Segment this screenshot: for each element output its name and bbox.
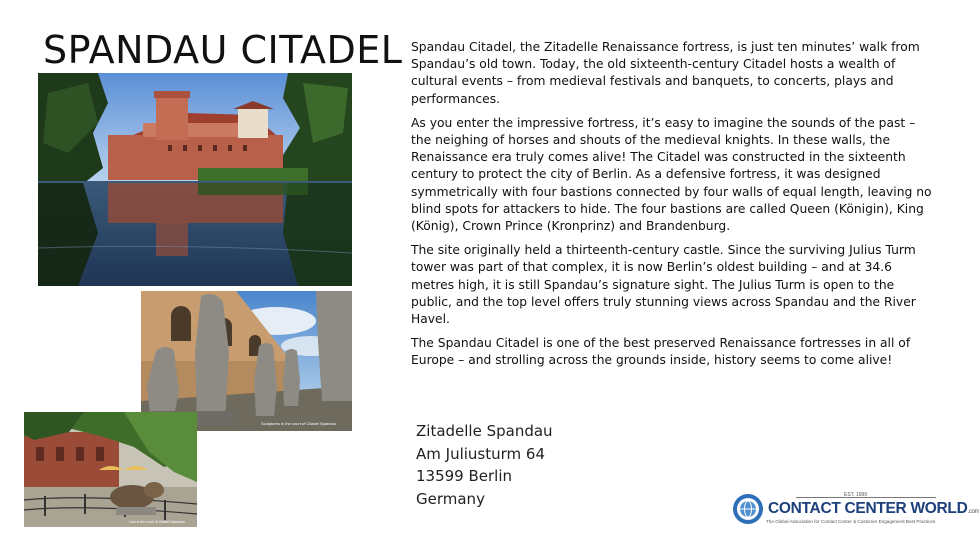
- citadel-lake-photo: [38, 73, 352, 286]
- address-block: [416, 420, 553, 510]
- garden-courtyard-photo: [24, 412, 197, 527]
- logo-wordmark: [768, 500, 979, 518]
- sculptures-caption: Sculptures in the court of Citadel Spandau: [261, 421, 336, 426]
- lion-caption: Lion in the court of Citadel Spandau: [129, 520, 185, 524]
- sculptures-courtyard-photo: [141, 291, 352, 431]
- paragraph-1: Spandau Citadel, the Zitadelle Renaissance fortress, is just ten minutes’ walk from Spandau’s old town. Today, the old sixteenth-century Citadel hosts a wealth of cultural events – from medieval festivals and banquets, to concerts, plays and performances.: [411, 40, 920, 106]
- paragraph-3: The site originally held a thirteenth-century castle. Since the surviving Julius Turm tower was part of that complex, it is now Berlin’s oldest building – and at 34.6 metres high, it is still Spandau’s signature sight. The Julius Turm is open to the public, and the top level offers truly stunning views across Spandau and the River Havel.: [411, 243, 916, 327]
- globe-icon: [732, 493, 764, 525]
- address-line-name: Zitadelle Spandau: [416, 422, 553, 440]
- logo-est: EST. 1999: [844, 492, 868, 498]
- logo-name: CONTACT CENTER WORLD: [768, 500, 968, 517]
- contact-center-world-logo: [732, 492, 979, 529]
- logo-tagline: The Global Association for Contact Center & Customer Engagement Best Practices: [766, 519, 936, 524]
- paragraph-4: The Spandau Citadel is one of the best preserved Renaissance fortresses in all of Europe – and strolling across the grounds inside, history seems to come alive!: [411, 336, 911, 368]
- article-body: [411, 39, 933, 377]
- page-title: SPANDAU CITADEL: [43, 28, 403, 72]
- address-line-country: Germany: [416, 489, 485, 508]
- paragraph-2: As you enter the impressive fortress, it’s easy to imagine the sounds of the past – the neighing of horses and shouts of the medieval knights. In these walls, the Renaissance era truly comes alive! The Citadel was constructed in the sixteenth century to protect the city of Berlin. As a defensive fortress, it was designed symmetrically with four bastions connected by four walls of equal length, leaving no blind spots for attackers to hide. The four bastions are called Queen (Königin), King (König), Crown Prince (Kronprinz) and Brandenburg.: [411, 115, 932, 234]
- logo-suffix: .com: [967, 509, 979, 515]
- address-line-city: 13599 Berlin: [416, 467, 513, 485]
- address-line-street: Am Juliusturm 64: [416, 444, 545, 463]
